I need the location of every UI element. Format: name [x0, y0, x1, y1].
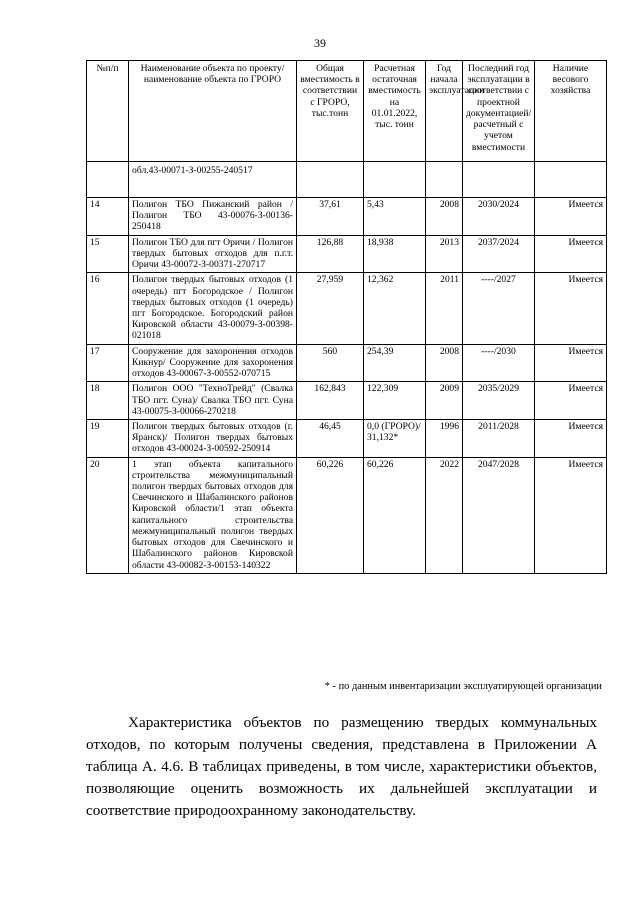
row-weighing: Имеется	[535, 344, 607, 382]
header-name: Наименование объекта по проекту/ наименование объекта по ГРОРО	[129, 61, 297, 162]
row-name: обл.43-00071-З-00255-240517	[129, 162, 297, 198]
row-name: Сооружение для захоронения отходов Кикнур/ Сооружение для захоронения отходов 43-00067-З-00552-070715	[129, 344, 297, 382]
row-year: 1996	[426, 419, 463, 457]
row-name: Полигон твердых бытовых отходов (1 очередь) пгт Богородское / Полигон твердых бытовых отходов (1 очередь) пгт Богородское. Богородский район Кировской области 43-00079-З-00398-021018	[129, 273, 297, 344]
table-row	[87, 344, 607, 382]
row-name: Полигон ТБО Пижанский район / Полигон ТБО 43-00076-З-00136-250418	[129, 198, 297, 236]
row-last-year	[463, 162, 535, 198]
row-remaining: 12,362	[364, 273, 426, 344]
row-year: 2011	[426, 273, 463, 344]
header-last-year: Последний год эксплуатации в соответствии с проектной документацией/ расчетный с учетом вместимости	[463, 61, 535, 162]
table-row	[87, 273, 607, 344]
row-name: Полигон ООО "ТехноТрейд" (Свалка ТБО пгт. Суна)/ Свалка ТБО пгт. Суна 43-00075-З-00066-270218	[129, 382, 297, 420]
row-remaining: 60,226	[364, 457, 426, 573]
row-num: 14	[87, 198, 129, 236]
table-header-row	[87, 61, 607, 162]
table-row	[87, 235, 607, 273]
row-last-year: 2037/2024	[463, 235, 535, 273]
row-year: 2009	[426, 382, 463, 420]
row-num: 19	[87, 419, 129, 457]
row-remaining: 5,43	[364, 198, 426, 236]
page-number: 39	[314, 36, 326, 50]
row-total: 126,88	[297, 235, 364, 273]
row-remaining: 18,938	[364, 235, 426, 273]
row-name: Полигон твердых бытовых отходов (г. Яранск)/ Полигон твердых бытовых отходов 43-00024-З-00592-250914	[129, 419, 297, 457]
row-remaining	[364, 162, 426, 198]
row-last-year: 2030/2024	[463, 198, 535, 236]
row-last-year: 2047/2028	[463, 457, 535, 573]
row-num: 15	[87, 235, 129, 273]
row-total	[297, 162, 364, 198]
row-name: 1 этап объекта капитального строительства межмуниципальный полигон твердых бытовых отходов для Свечинского и Шабалинского районов Кировской области/1 этап объекта капитального строительства межмуниципальный полигон твердых бытовых отходов для Свечинского и Шабалинского районов Кировской области 43-00082-З-00153-140322	[129, 457, 297, 573]
row-year: 2008	[426, 198, 463, 236]
row-total: 46,45	[297, 419, 364, 457]
row-year: 2022	[426, 457, 463, 573]
row-remaining: 0,0 (ГРОРО)/ 31,132*	[364, 419, 426, 457]
row-num: 16	[87, 273, 129, 344]
row-name: Полигон ТБО для пгт Оричи / Полигон твердых бытовых отходов для п.г.т. Оричи 43-00072-З-00371-270717	[129, 235, 297, 273]
row-num	[87, 162, 129, 198]
body-paragraph: Характеристика объектов по размещению твердых коммунальных отходов, по которым получены сведения, представлена в Приложении А таблица А. 4.6. В таблицах приведены, в том числе, характеристики объектов, позволяющие оценить возможность их дальнейшей эксплуатации и соответствие природоохранному законодательству.	[86, 714, 597, 819]
table-footnote: * - по данным инвентаризации эксплуатирующей организации	[324, 681, 602, 692]
table-row	[87, 457, 607, 573]
header-num: №п/п	[87, 61, 129, 162]
header-start-year: Год начала эксплуатации	[426, 61, 463, 162]
header-total-capacity: Общая вместимость в соответствии с ГРОРО, тыс.тонн	[297, 61, 364, 162]
row-last-year: 2011/2028	[463, 419, 535, 457]
row-weighing: Имеется	[535, 457, 607, 573]
row-year	[426, 162, 463, 198]
row-year: 2013	[426, 235, 463, 273]
row-weighing: Имеется	[535, 382, 607, 420]
row-total: 560	[297, 344, 364, 382]
row-year: 2008	[426, 344, 463, 382]
row-total: 162,843	[297, 382, 364, 420]
header-weighing: Наличие весового хозяйства	[535, 61, 607, 162]
row-last-year: 2035/2029	[463, 382, 535, 420]
table-row	[87, 198, 607, 236]
row-weighing	[535, 162, 607, 198]
row-weighing: Имеется	[535, 273, 607, 344]
row-weighing: Имеется	[535, 235, 607, 273]
row-total: 37,61	[297, 198, 364, 236]
table-row	[87, 162, 607, 198]
row-remaining: 254,39	[364, 344, 426, 382]
row-weighing: Имеется	[535, 419, 607, 457]
table-row	[87, 382, 607, 420]
waste-facilities-table	[86, 60, 607, 574]
row-num: 17	[87, 344, 129, 382]
header-remaining-capacity: Расчетная остаточная вместимость на 01.01.2022, тыс. тонн	[364, 61, 426, 162]
row-last-year: ----/2030	[463, 344, 535, 382]
row-weighing: Имеется	[535, 198, 607, 236]
row-num: 20	[87, 457, 129, 573]
row-num: 18	[87, 382, 129, 420]
row-remaining: 122,309	[364, 382, 426, 420]
row-total: 60,226	[297, 457, 364, 573]
table-row	[87, 419, 607, 457]
row-total: 27,959	[297, 273, 364, 344]
row-last-year: ----/2027	[463, 273, 535, 344]
